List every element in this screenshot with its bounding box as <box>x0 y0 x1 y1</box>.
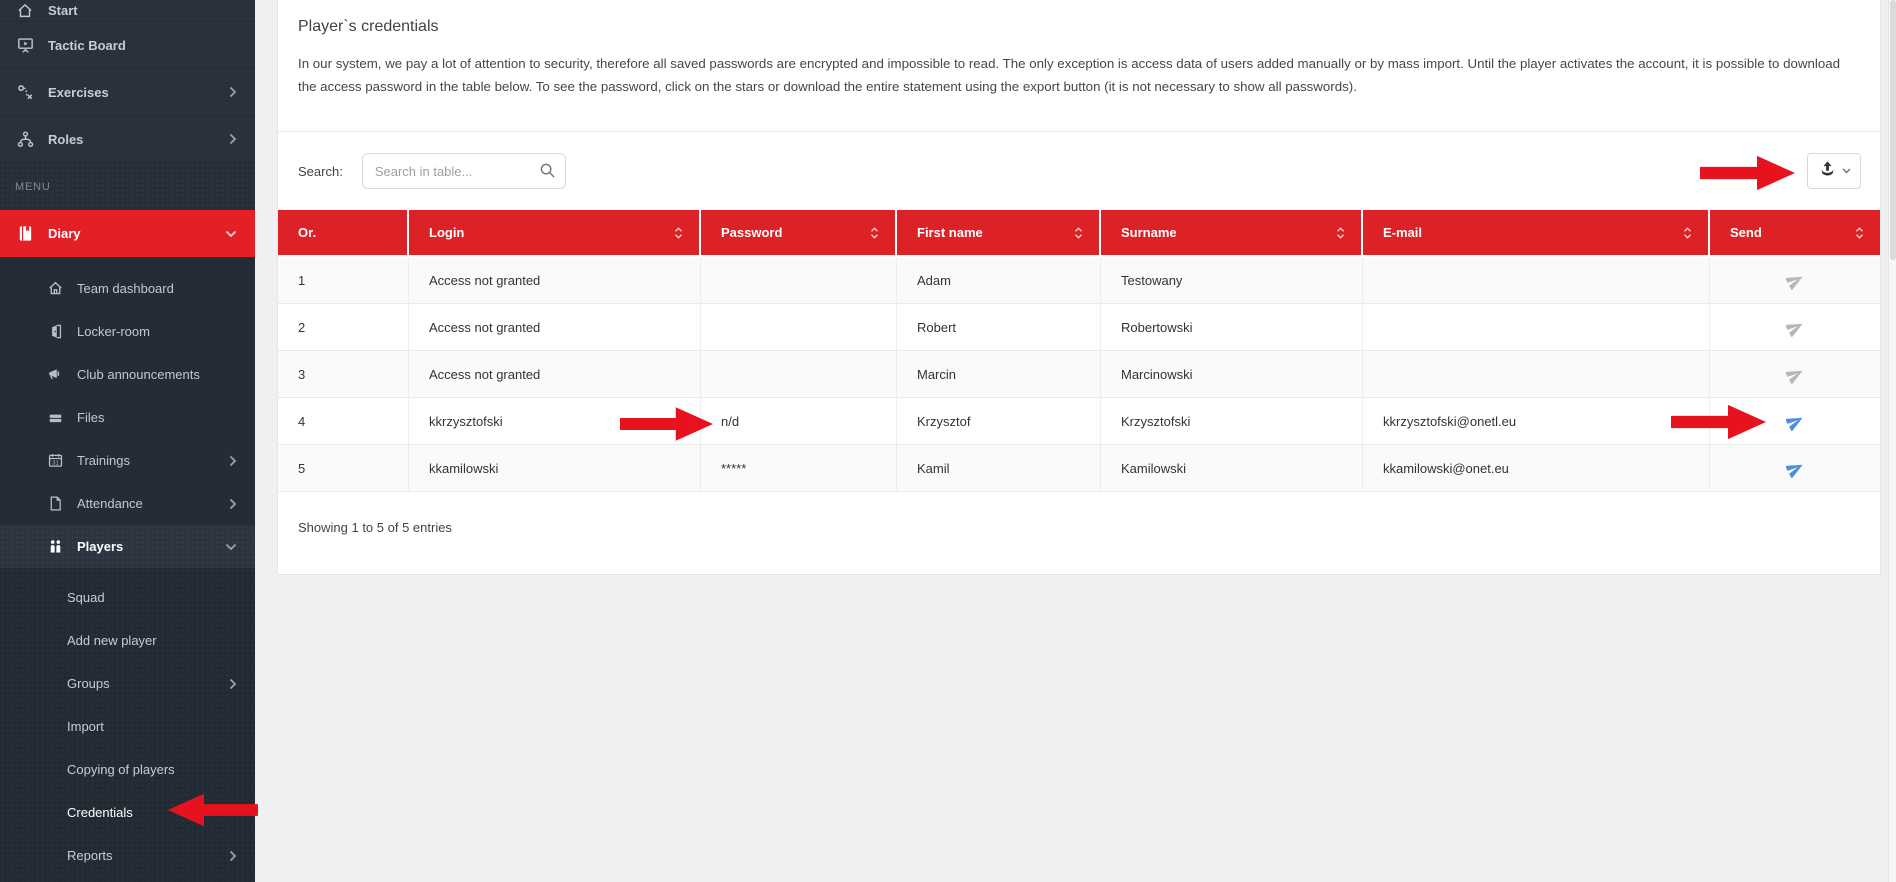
table-row <box>278 304 1880 351</box>
credentials-card <box>277 0 1881 575</box>
first-name-cell: Kamil <box>897 445 1101 491</box>
or-cell: 3 <box>278 351 409 397</box>
sidebar-item-players[interactable] <box>0 525 255 568</box>
first-name-cell: Marcin <box>897 351 1101 397</box>
send-paper-plane-icon[interactable] <box>1786 318 1805 337</box>
files-icon <box>46 409 64 427</box>
tactic-board-icon <box>15 35 35 55</box>
column-header-send[interactable] <box>1710 210 1880 255</box>
column-header-label: Or. <box>298 225 317 240</box>
surname-cell: Krzysztofski <box>1101 398 1363 444</box>
login-cell: kkamilowski <box>409 445 701 491</box>
table-row <box>278 351 1880 398</box>
send-cell <box>1710 257 1880 303</box>
sidebar-item-files[interactable] <box>0 396 255 439</box>
first-name-cell: Krzysztof <box>897 398 1101 444</box>
sidebar-item-label: Reports <box>67 848 113 863</box>
password-stars-cell[interactable]: ***** <box>701 445 897 491</box>
sidebar-item-label: Import <box>67 719 104 734</box>
send-cell <box>1710 398 1880 444</box>
surname-cell: Kamilowski <box>1101 445 1363 491</box>
scrollbar-thumb[interactable] <box>1890 0 1896 260</box>
table-body <box>278 257 1880 492</box>
chevron-down-icon <box>1842 168 1851 174</box>
sidebar <box>0 0 255 882</box>
page-title: Player`s credentials <box>298 18 439 35</box>
column-header-label: Login <box>429 225 465 240</box>
sort-icon <box>1683 227 1692 239</box>
sidebar-item-label: Start <box>48 3 78 18</box>
login-cell: Access not granted <box>409 304 701 350</box>
password-cell <box>701 351 897 397</box>
login-cell: kkrzysztofski <box>409 398 701 444</box>
chevron-right-icon <box>229 455 237 467</box>
chevron-right-icon <box>229 133 237 145</box>
card-header <box>278 0 1880 132</box>
sidebar-item-reports[interactable] <box>0 834 255 877</box>
send-paper-plane-icon[interactable] <box>1786 459 1805 478</box>
sidebar-item-club-announcements[interactable] <box>0 353 255 396</box>
sidebar-item-label: Copying of players <box>67 762 175 777</box>
export-button[interactable] <box>1807 153 1861 189</box>
sort-icon <box>1855 227 1864 239</box>
column-header-or[interactable] <box>278 210 409 255</box>
login-cell: Access not granted <box>409 351 701 397</box>
sort-icon <box>1336 227 1345 239</box>
column-header-label: Surname <box>1121 225 1177 240</box>
document-icon <box>46 495 64 513</box>
export-icon <box>1818 160 1837 182</box>
players-submenu <box>0 568 255 882</box>
column-header-first-name[interactable] <box>897 210 1101 255</box>
password-cell <box>701 304 897 350</box>
sidebar-item-team-dashboard[interactable] <box>0 267 255 310</box>
sidebar-item-label: Diary <box>48 226 81 241</box>
diary-submenu <box>0 257 255 568</box>
send-paper-plane-icon[interactable] <box>1786 271 1805 290</box>
sidebar-item-import[interactable] <box>0 705 255 748</box>
send-cell <box>1710 304 1880 350</box>
search-box <box>362 153 566 189</box>
home-icon <box>46 280 64 298</box>
email-cell <box>1363 304 1710 350</box>
chevron-down-icon <box>225 543 237 551</box>
sidebar-item-label: Squad <box>67 590 105 605</box>
sidebar-item-add-new-player[interactable] <box>0 619 255 662</box>
sidebar-item-copying-of-players[interactable] <box>0 748 255 791</box>
chevron-right-icon <box>229 850 237 862</box>
send-paper-plane-icon[interactable] <box>1786 365 1805 384</box>
door-icon <box>46 323 64 341</box>
search-input[interactable] <box>362 153 566 189</box>
sidebar-item-label: Club announcements <box>77 367 200 382</box>
send-cell <box>1710 351 1880 397</box>
login-cell: Access not granted <box>409 257 701 303</box>
chevron-right-icon <box>229 678 237 690</box>
sort-icon <box>674 227 683 239</box>
sidebar-item-credentials[interactable] <box>0 791 255 834</box>
book-icon <box>15 224 35 244</box>
sidebar-item-roles[interactable] <box>0 116 255 163</box>
column-header-label: First name <box>917 225 983 240</box>
chevron-down-icon <box>225 230 237 238</box>
page-description: In our system, we pay a lot of attention to security, therefore all saved passwords are encrypted and impossible to read. The only exception is access data of users added manually or by mass import. Until the player activates the account, it is possible to download the access password in the table below. To see the password, click on the stars or download the entire statement using the export button (it is not necessary to show all passwords). <box>298 56 1841 94</box>
surname-cell: Testowany <box>1101 257 1363 303</box>
sidebar-item-groups[interactable] <box>0 662 255 705</box>
chevron-right-icon <box>229 498 237 510</box>
sidebar-item-label: Roles <box>48 131 84 147</box>
table-entries-status: Showing 1 to 5 of 5 entries <box>298 520 452 535</box>
column-header-login[interactable] <box>409 210 701 255</box>
column-header-surname[interactable] <box>1101 210 1363 255</box>
scrollbar[interactable] <box>1888 0 1896 882</box>
surname-cell: Robertowski <box>1101 304 1363 350</box>
email-cell: kkrzysztofski@onetl.eu <box>1363 398 1710 444</box>
sidebar-item-tactic-board[interactable] <box>0 22 255 69</box>
sidebar-item-label: Files <box>77 410 105 425</box>
players-icon <box>46 538 64 556</box>
chevron-right-icon <box>229 86 237 98</box>
sidebar-item-label: Players <box>77 539 124 554</box>
or-cell: 4 <box>278 398 409 444</box>
sidebar-item-diary[interactable] <box>0 210 255 257</box>
sidebar-item-label: Add new player <box>67 633 157 648</box>
password-cell <box>701 257 897 303</box>
menu-section-label: MENU <box>0 163 255 210</box>
sidebar-item-label: Trainings <box>77 453 130 468</box>
table-row <box>278 398 1880 445</box>
column-header-label: E-mail <box>1383 225 1423 240</box>
roles-icon <box>15 129 35 149</box>
email-cell <box>1363 351 1710 397</box>
or-cell: 1 <box>278 257 409 303</box>
sidebar-item-label: Exercises <box>48 84 109 100</box>
sidebar-item-label: Tactic Board <box>48 37 126 53</box>
sidebar-item-label: Credentials <box>67 805 133 820</box>
sidebar-item-label: Groups <box>67 676 110 691</box>
column-header-email[interactable] <box>1363 210 1710 255</box>
table-row <box>278 257 1880 304</box>
sidebar-item-label: Locker-room <box>77 324 150 339</box>
column-header-password[interactable] <box>701 210 897 255</box>
send-paper-plane-icon[interactable] <box>1786 412 1805 431</box>
surname-cell: Marcinowski <box>1101 351 1363 397</box>
sort-icon <box>870 227 879 239</box>
exercises-icon <box>15 82 35 102</box>
search-icon <box>539 162 556 184</box>
first-name-cell: Adam <box>897 257 1101 303</box>
email-cell <box>1363 257 1710 303</box>
search-label: Search: <box>298 163 343 179</box>
sidebar-item-label: Team dashboard <box>77 281 174 296</box>
password-cell: n/d <box>701 398 897 444</box>
calendar-icon <box>46 452 64 470</box>
send-cell <box>1710 445 1880 491</box>
table-row <box>278 445 1880 492</box>
table-header-row <box>278 210 1880 257</box>
or-cell: 5 <box>278 445 409 491</box>
sort-icon <box>1074 227 1083 239</box>
sidebar-item-trainings[interactable] <box>0 439 255 482</box>
sidebar-item-locker-room[interactable] <box>0 310 255 353</box>
sidebar-item-exercises[interactable] <box>0 69 255 116</box>
sidebar-item-attendance[interactable] <box>0 482 255 525</box>
first-name-cell: Robert <box>897 304 1101 350</box>
sidebar-item-start[interactable] <box>0 0 255 22</box>
svg-text:31: 31 <box>51 460 59 467</box>
column-header-label: Send <box>1730 225 1762 240</box>
home-icon <box>15 1 35 21</box>
column-header-label: Password <box>721 225 783 240</box>
or-cell: 2 <box>278 304 409 350</box>
sidebar-item-squad[interactable] <box>0 576 255 619</box>
sidebar-item-label: Attendance <box>77 496 143 511</box>
megaphone-icon <box>46 366 64 384</box>
table-toolbar <box>278 132 1880 210</box>
email-cell: kkamilowski@onet.eu <box>1363 445 1710 491</box>
